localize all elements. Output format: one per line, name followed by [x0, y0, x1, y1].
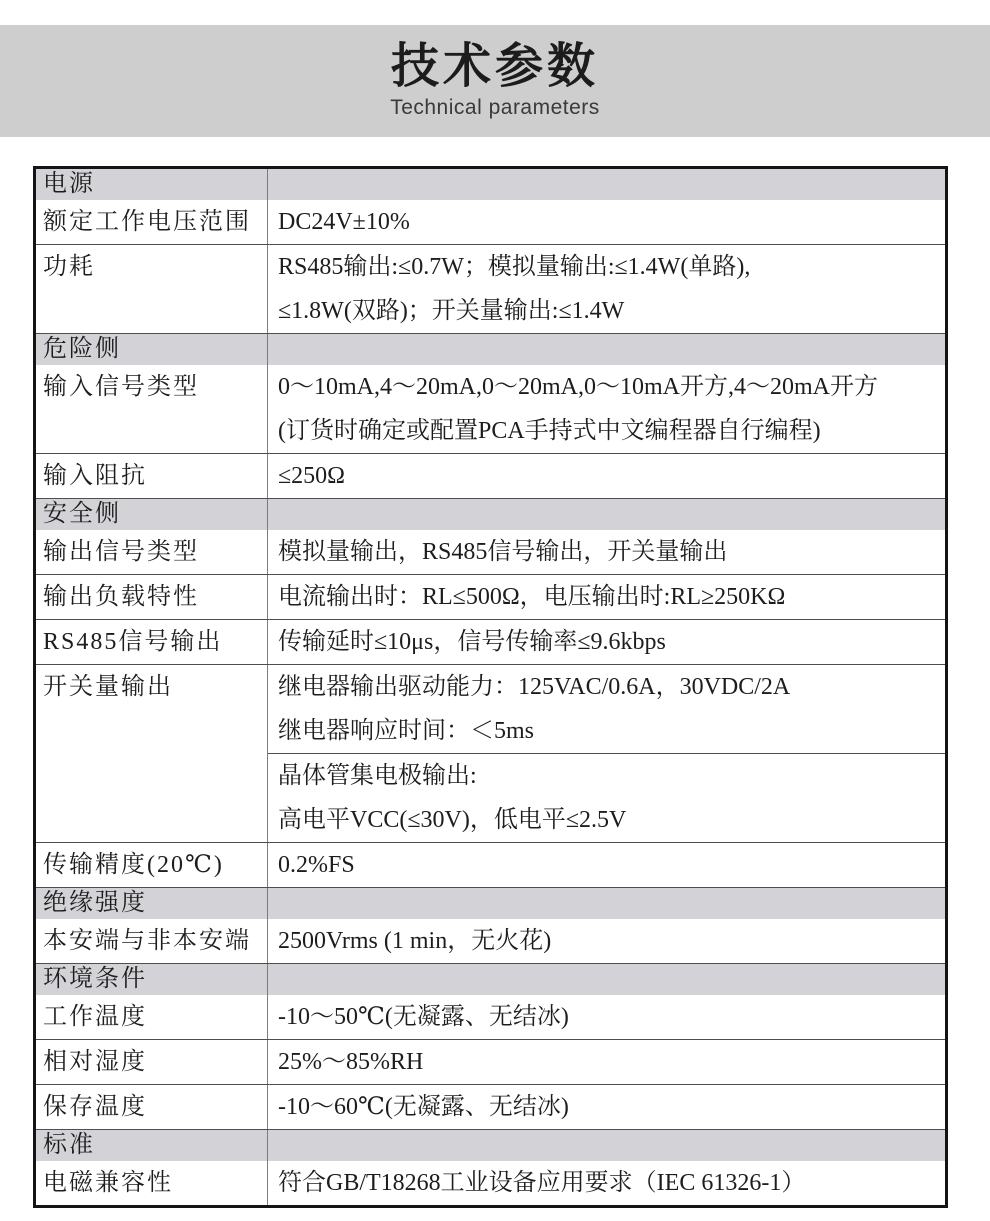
spec-section-empty-cell [267, 1130, 945, 1161]
spec-value-line: 继电器响应时间：＜5ms [278, 718, 535, 744]
spec-section-row-safe-side [36, 498, 945, 530]
spec-section-label: 标准 [43, 1132, 95, 1158]
spec-row-rated-voltage [36, 200, 945, 244]
spec-subcell-transistor [268, 753, 945, 842]
spec-label: 功耗 [43, 254, 95, 280]
spec-value: 2500Vrms (1 min，无火花) [267, 919, 945, 963]
spec-value-line: RS485输出:≤0.7W；模拟量输出:≤1.4W(单路), [278, 254, 751, 280]
spec-value: 传输延时≤10μs，信号传输率≤9.6kbps [267, 620, 945, 664]
spec-value: DC24V±10% [267, 200, 945, 244]
spec-label: 额定工作电压范围 [43, 209, 251, 235]
spec-label: 输入信号类型 [43, 374, 199, 400]
spec-section-row-environment [36, 963, 945, 995]
spec-label: 本安端与非本安端 [43, 928, 251, 954]
spec-label: 相对湿度 [43, 1049, 147, 1075]
spec-row-accuracy [36, 842, 945, 887]
spec-value-line: 0～10mA,4～20mA,0～20mA,0～10mA开方,4～20mA开方 [278, 374, 878, 400]
spec-value: -10～50℃(无凝露、无结冰) [267, 995, 945, 1039]
spec-label: 工作温度 [43, 1004, 147, 1030]
spec-table [33, 166, 948, 1208]
spec-row-power-consumption [36, 244, 945, 333]
spec-value [267, 365, 945, 453]
spec-value: 符合GB/T18268工业设备应用要求（IEC 61326-1） [267, 1161, 945, 1205]
spec-label: 开关量输出 [43, 674, 173, 700]
title-banner [0, 25, 990, 137]
spec-row-output-load [36, 574, 945, 619]
spec-label: 传输精度(20℃) [43, 852, 224, 878]
spec-label: RS485信号输出 [43, 629, 223, 655]
spec-value-line: (订货时确定或配置PCA手持式中文编程器自行编程) [278, 418, 821, 444]
spec-value: 0.2%FS [267, 843, 945, 887]
spec-section-empty-cell [267, 888, 945, 919]
spec-row-input-signal-type [36, 365, 945, 453]
spec-row-emc [36, 1161, 945, 1205]
spec-row-output-signal-type [36, 530, 945, 574]
spec-value-line: 继电器输出驱动能力：125VAC/0.6A，30VDC/2A [278, 674, 791, 700]
spec-section-row-power [36, 169, 945, 200]
spec-label: 输出负载特性 [43, 584, 199, 610]
spec-row-storage-temp [36, 1084, 945, 1129]
spec-value-line: ≤1.8W(双路)；开关量输出:≤1.4W [278, 298, 625, 324]
spec-row-switch-output [36, 664, 945, 842]
spec-label: 输入阻抗 [43, 463, 147, 489]
spec-value-line: 高电平VCC(≤30V)，低电平≤2.5V [278, 807, 627, 833]
spec-value: 模拟量输出，RS485信号输出，开关量输出 [267, 530, 945, 574]
spec-row-working-temp [36, 995, 945, 1039]
spec-section-empty-cell [267, 169, 945, 200]
spec-value: 电流输出时：RL≤500Ω，电压输出时:RL≥250KΩ [267, 575, 945, 619]
spec-value: ≤250Ω [267, 454, 945, 498]
spec-subcell-relay [268, 665, 945, 753]
spec-section-empty-cell [267, 334, 945, 365]
spec-section-label: 电源 [43, 171, 95, 197]
spec-section-row-insulation [36, 887, 945, 919]
page-subtitle: Technical parameters [390, 96, 600, 119]
spec-value: 25%～85%RH [267, 1040, 945, 1084]
spec-label: 电磁兼容性 [43, 1170, 173, 1196]
spec-section-label: 安全侧 [43, 501, 121, 527]
spec-label: 保存温度 [43, 1094, 147, 1120]
spec-value [267, 245, 945, 333]
spec-section-label: 环境条件 [43, 966, 147, 992]
spec-value-group [267, 665, 945, 842]
spec-section-empty-cell [267, 964, 945, 995]
spec-section-label: 危险侧 [43, 336, 121, 362]
spec-label: 输出信号类型 [43, 539, 199, 565]
spec-row-input-impedance [36, 453, 945, 498]
spec-section-row-hazard-side [36, 333, 945, 365]
spec-value-line: 晶体管集电极输出: [278, 763, 477, 789]
spec-row-rs485-output [36, 619, 945, 664]
spec-section-empty-cell [267, 499, 945, 530]
spec-value: -10～60℃(无凝露、无结冰) [267, 1085, 945, 1129]
spec-row-humidity [36, 1039, 945, 1084]
spec-row-is-terminal [36, 919, 945, 963]
spec-section-row-standard [36, 1129, 945, 1161]
page-title: 技术参数 [390, 40, 599, 93]
spec-section-label: 绝缘强度 [43, 890, 147, 916]
